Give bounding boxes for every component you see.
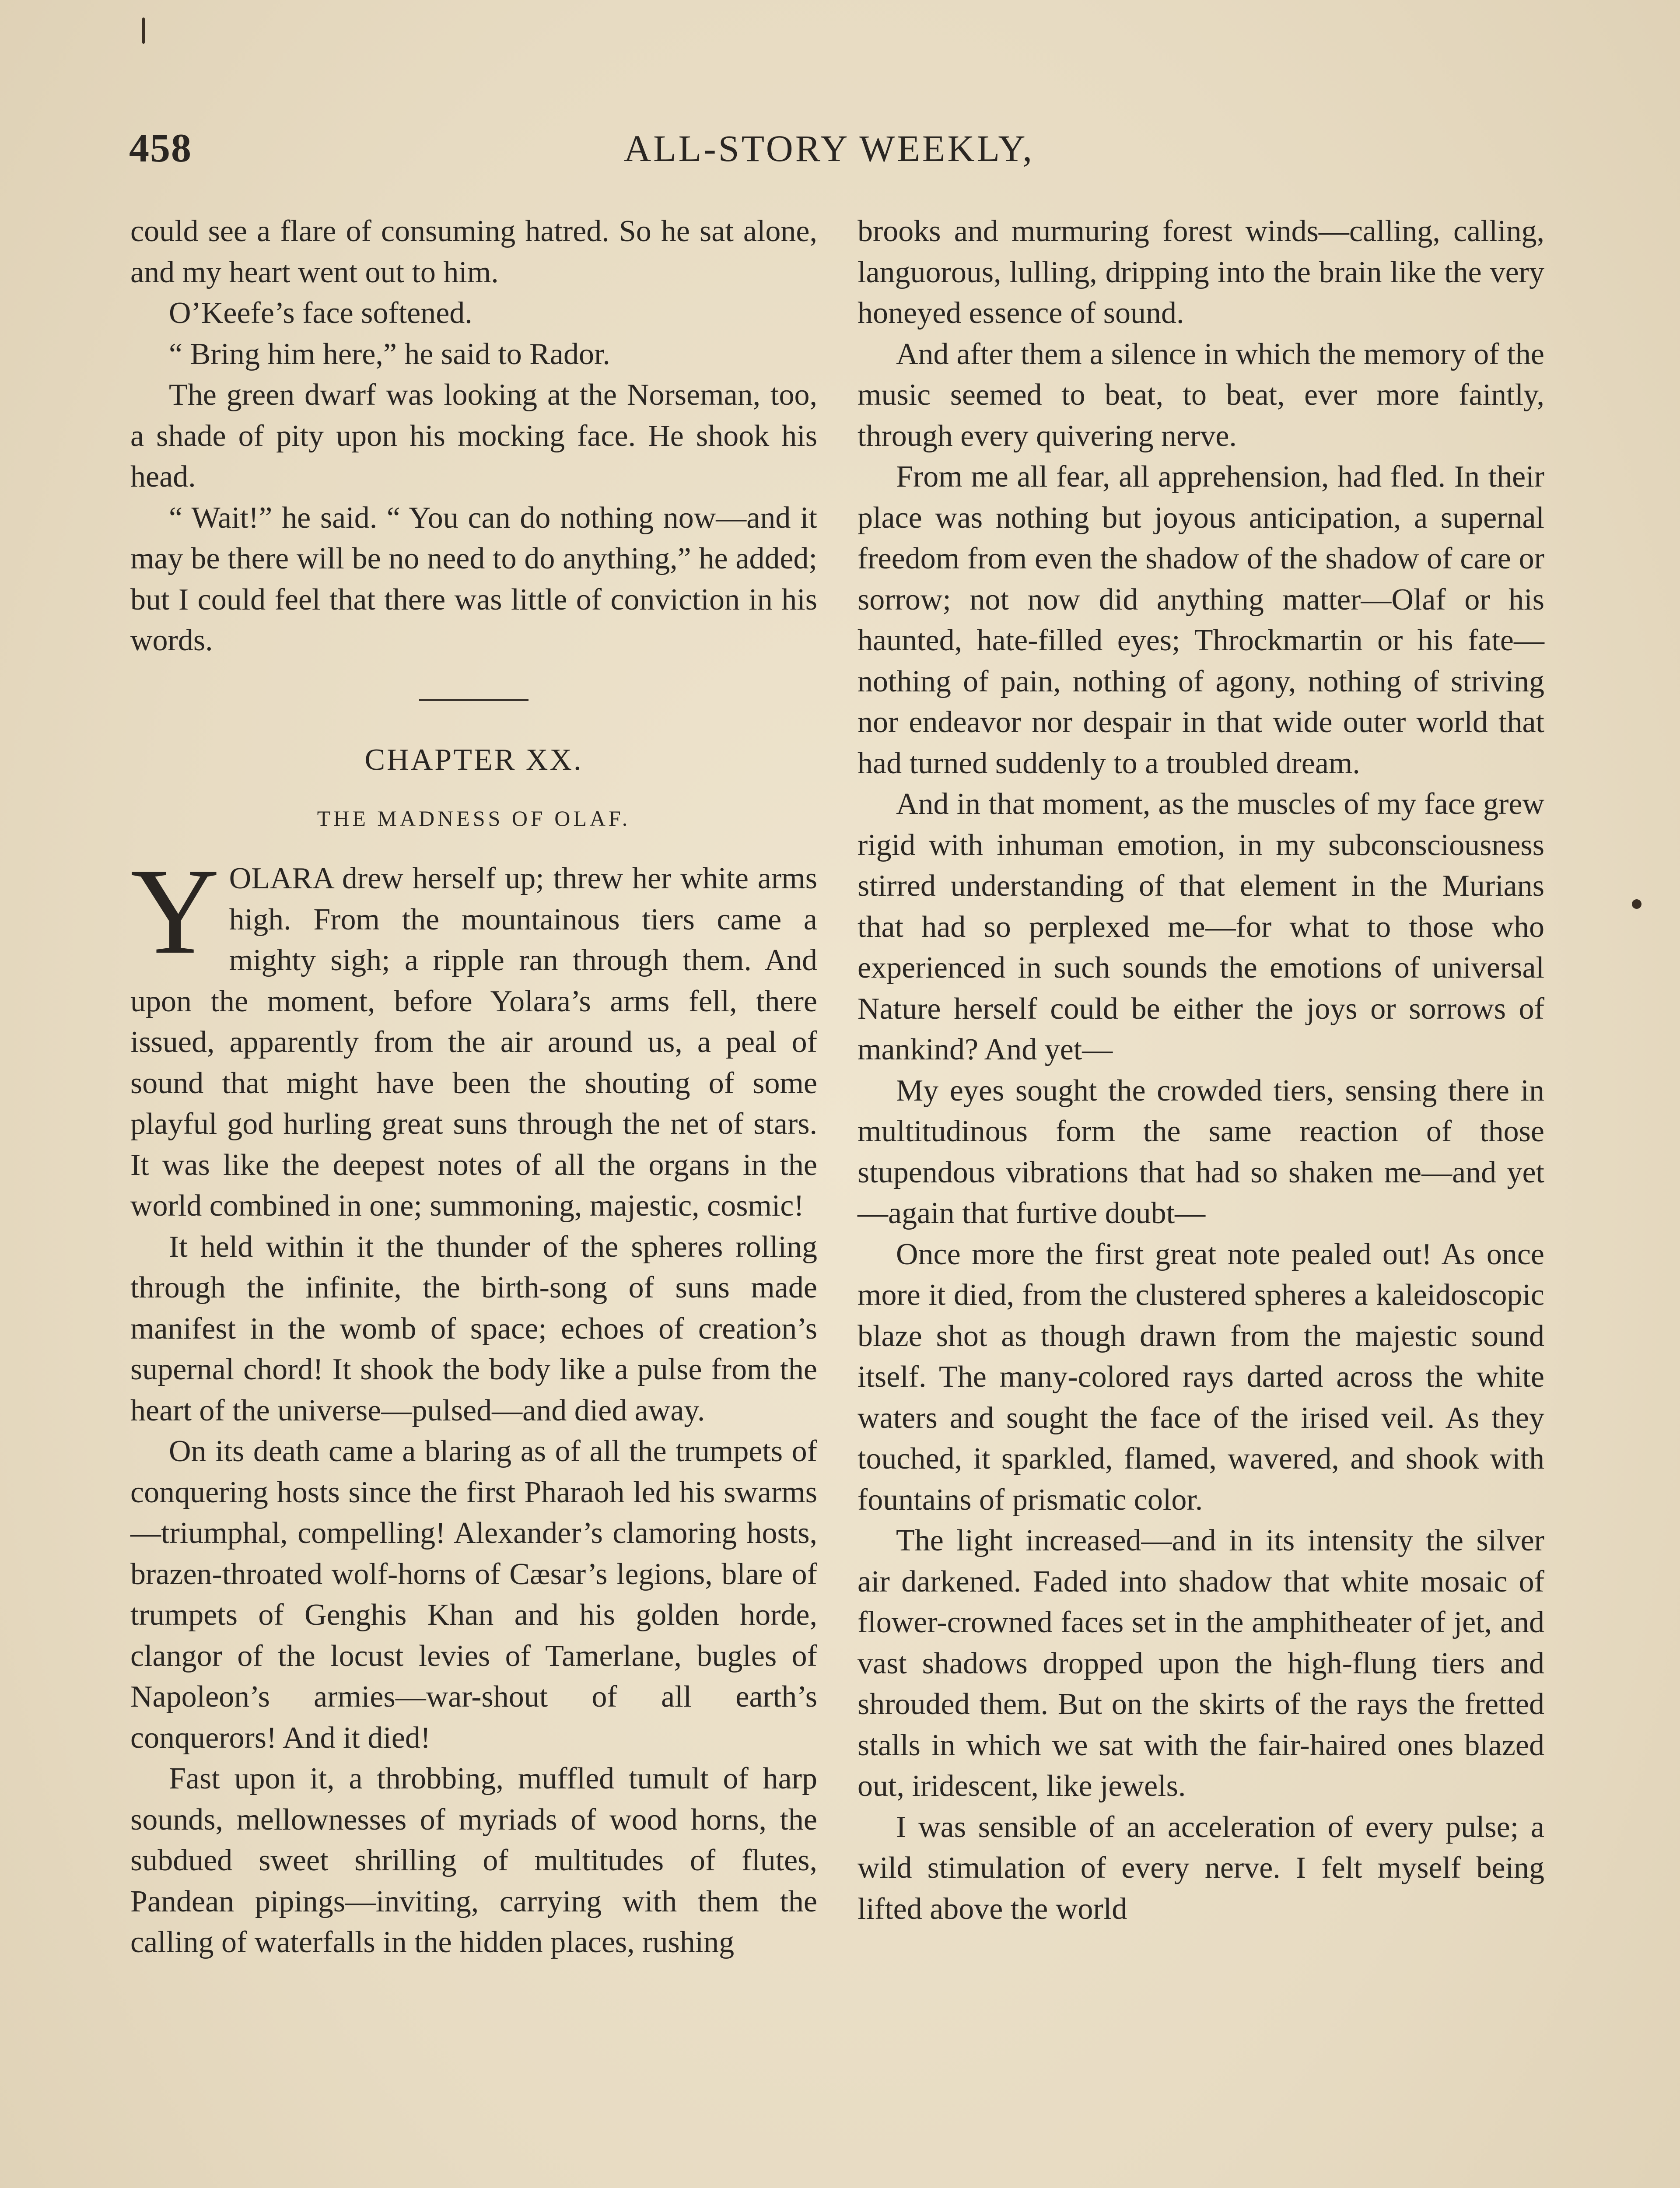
left-column <box>130 211 817 1963</box>
page-header <box>129 125 1529 182</box>
running-title: ALL-STORY WEEKLY, <box>624 127 1034 169</box>
paragraph: “ Bring him here,” he said to Rador. <box>169 337 610 371</box>
page-number: 458 <box>129 126 192 170</box>
drop-cap: Y <box>130 843 220 979</box>
opening-text: OLARA drew herself up; threw her white arms high. From the mountainous tiers came a mighty sigh; a ripple ran through them. And upon the moment, before Yolara’s arms fell, there issued, apparently from the air around us, a peal of sound that might have been the shouting of some playful god hurling great suns through the net of stars. It was like the deepest notes of all the organs in the world combined in one; summoning, majestic, cosmic! <box>130 862 817 1223</box>
paragraph: From me all fear, all apprehension, had fled. In their place was nothing but joyous anticipation, a supernal freedom from even the shadow of the shadow of care or sorrow; not now did anything matter—Olaf or his haunted, hate-filled eyes; Throckmartin or his fate—nothing of pain, nothing of agony, nothing of striving nor endeavor nor despair in that wide outer world that had turned suddenly to a troubled dream. <box>858 460 1544 780</box>
right-column <box>858 211 1544 1929</box>
section-divider <box>419 699 528 701</box>
paragraph: brooks and murmuring forest winds—calling, calling, languorous, lulling, dripping into the brain like the very honeyed essence of sound. <box>858 214 1544 330</box>
chapter-opening-paragraph <box>130 843 817 1227</box>
paragraph: Once more the first great note pealed out! As once more it died, from the clustered spheres a kaleidoscopic blaze shot as though drawn from the majestic sound itself. The many-colored rays darted across the white waters and sought the face of the irised veil. As they touched, it sparkled, flamed, wavered, and shook with fountains of prismatic color. <box>858 1237 1544 1517</box>
paragraph: O’Keefe’s face softened. <box>169 296 472 330</box>
chapter-title: CHAPTER XX. <box>364 743 583 777</box>
paragraph: I was sensible of an acceleration of every pulse; a wild stimulation of every nerve. I felt myself being lifted above the world <box>858 1810 1544 1926</box>
paragraph: Fast upon it, a throbbing, muffled tumult of harp sounds, mellownesses of myriads of wood horns, the subdued sweet shrilling of multitudes of flutes, Pandean pipings—inviting, carrying with them the calling of waterfalls in the hidden places, rushing <box>130 1762 817 1959</box>
paragraph: The light increased—and in its intensity the silver air darkened. Faded into shadow that white mosaic of flower-crowned faces set in the amphitheater of jet, and vast shadows dropped upon the high-flung tiers and shrouded them. But on the skirts of the rays the fretted stalls in which we sat with the fair-haired ones blazed out, iridescent, like jewels. <box>858 1524 1544 1803</box>
paragraph: On its death came a blaring as of all the trumpets of conquering hosts since the first Pharaoh led his swarms—triumphal, compelling! Alexander’s clamoring hosts, brazen-throated wolf-horns of Cæsar’s legions, blare of trumpets of Genghis Khan and his golden horde, clangor of the locust levies of Tamerlane, bugles of Napoleon’s armies—war-shout of all earth’s conquerors! And it died! <box>130 1434 817 1755</box>
chapter-subtitle: THE MADNESS OF OLAF. <box>317 806 631 831</box>
paragraph: could see a flare of consuming hatred. So he sat alone, and my heart went out to him. <box>130 214 817 289</box>
paragraph: And after them a silence in which the memory of the music seemed to beat, to beat, ever more faintly, through every quivering nerve. <box>858 337 1544 453</box>
paragraph: “ Wait!” he said. “ You can do nothing now—and it may be there will be no need to do anything,” he added; but I could feel that there was little of conviction in his words. <box>130 501 817 657</box>
paragraph: And in that moment, as the muscles of my face grew rigid with inhuman emotion, in my subconsciousness stirred understanding of that element in the Murians that had so perplexed me—for what to those who experienced in such sounds the emotions of universal Nature herself could be either the joys or sorrows of mankind? And yet— <box>858 787 1544 1066</box>
paragraph: The green dwarf was looking at the Norseman, too, a shade of pity upon his mocking face. He shook his head. <box>130 378 817 494</box>
paragraph: My eyes sought the crowded tiers, sensing there in multitudinous form the same reaction of those stupendous vibrations that had so shaken me—and yet—again that furtive doubt— <box>858 1073 1544 1230</box>
paper-speck <box>1632 899 1642 909</box>
paper-speck <box>142 18 145 44</box>
paragraph: It held within it the thunder of the spheres rolling through the infinite, the birth-song of suns made manifest in the womb of space; echoes of creation’s supernal chord! It shook the body like a pulse from the heart of the universe—pulsed—and died away. <box>130 1230 817 1427</box>
